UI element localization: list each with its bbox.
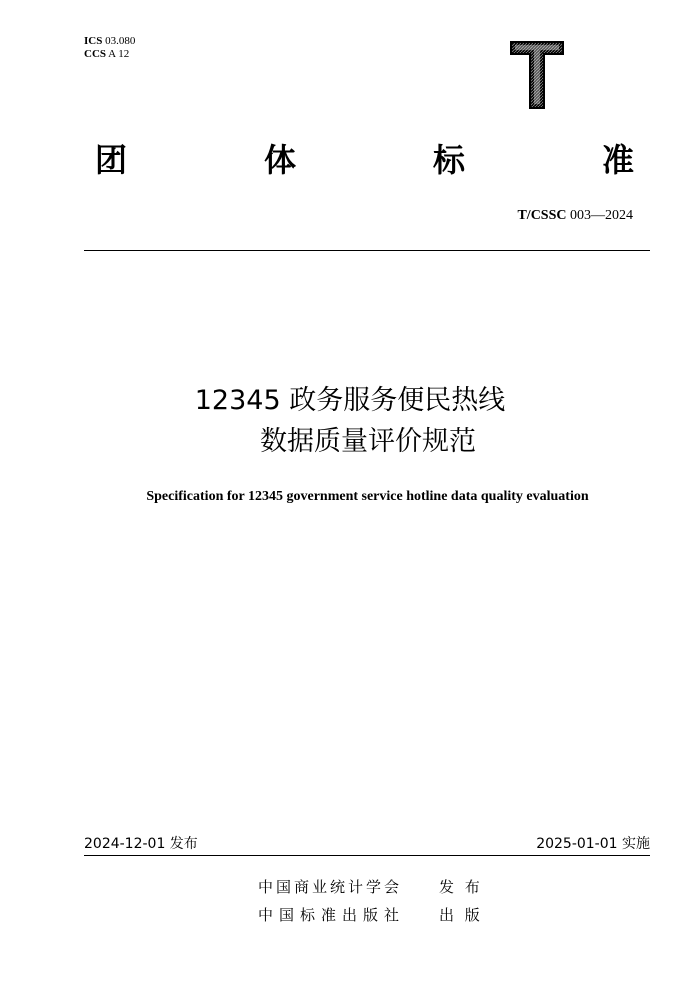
footer-divider (84, 855, 650, 856)
issuer-name: 中国商业统计学会 (258, 878, 403, 896)
doc-type-char: 团 (95, 141, 128, 179)
effective-date: 2025-01-01 实施 (536, 836, 650, 852)
title-line-1: 12345 政务服务便民热线 (194, 385, 506, 416)
doc-type-char: 体 (264, 141, 297, 179)
standard-prefix: T/CSSC (517, 208, 567, 223)
group-standard-t-logo (509, 40, 565, 110)
issuer-action: 发 布 (439, 878, 483, 896)
classification-codes (84, 35, 135, 61)
ics-value: 03.080 (105, 35, 136, 47)
ics-label: ICS (84, 35, 103, 47)
document-type-heading (0, 140, 700, 186)
doc-type-char: 准 (602, 141, 635, 179)
printer-action: 出 版 (439, 906, 483, 924)
printer-name: 中国标准出版社 (258, 906, 406, 924)
ccs-label: CCS (84, 48, 107, 60)
header-divider (84, 250, 650, 251)
english-title: Specification for 12345 government service hotline data quality evaluation (146, 489, 589, 504)
standard-code: 003—2024 (570, 208, 633, 223)
doc-type-char: 标 (433, 141, 466, 179)
standard-number (517, 208, 633, 224)
release-date: 2024-12-01 发布 (84, 836, 198, 852)
ccs-value: A 12 (108, 48, 130, 60)
title-line-2: 数据质量评价规范 (260, 426, 476, 457)
